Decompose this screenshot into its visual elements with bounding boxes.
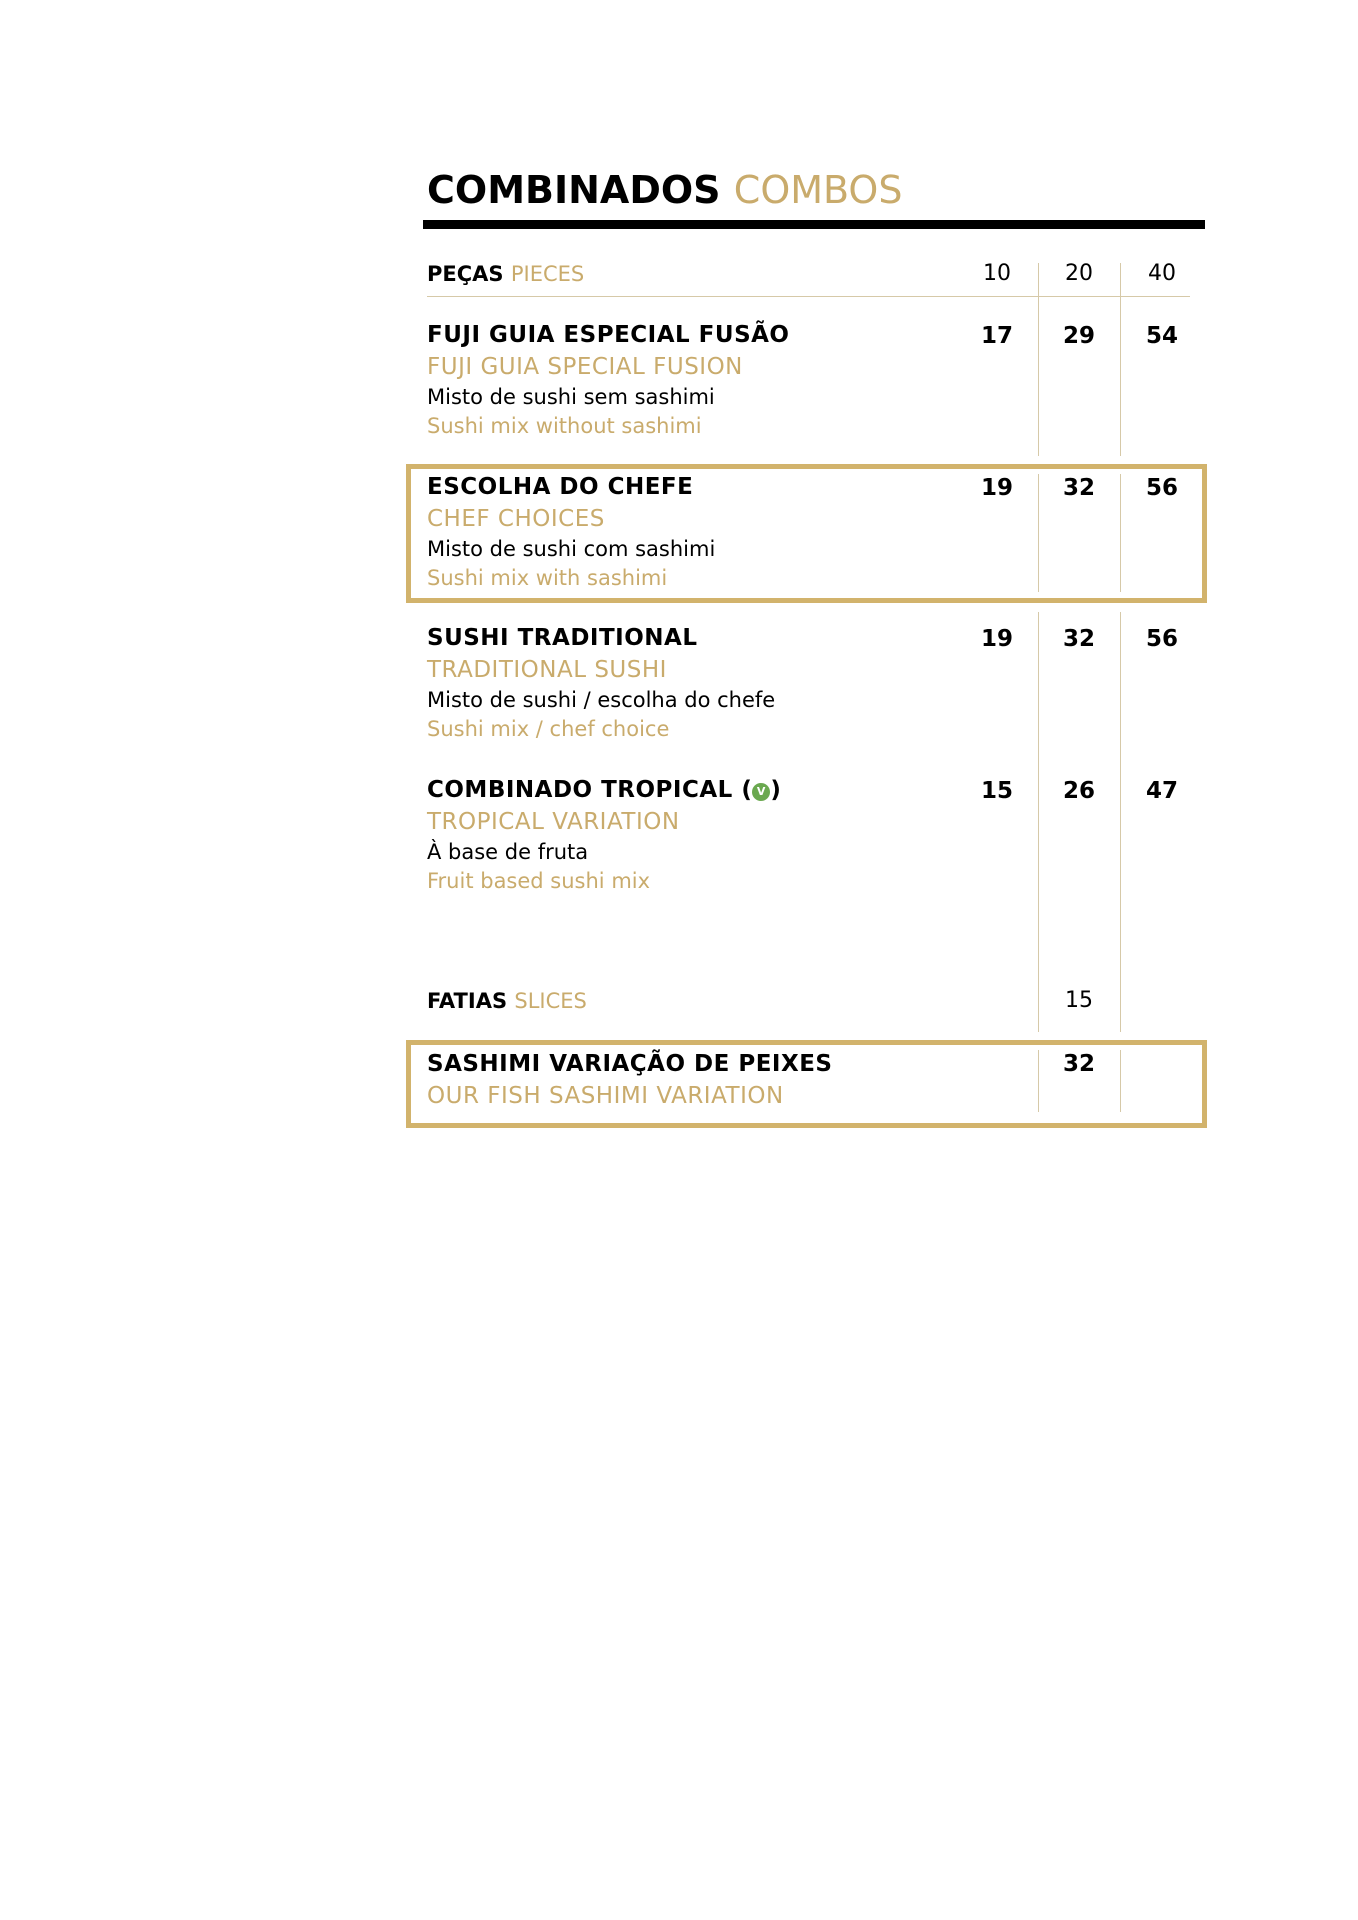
menu-item-sushi-traditional (427, 622, 775, 744)
price-20: 32 (1062, 626, 1095, 652)
slices-label-pt: FATIAS (427, 989, 508, 1013)
item-desc-en: Sushi mix without sashimi (427, 414, 702, 438)
item-desc-pt: À base de fruta (427, 840, 589, 864)
item-name-pt-line (427, 774, 781, 806)
column-header-10: 10 (983, 261, 1011, 286)
item-name-pt: COMBINADO TROPICAL ( (427, 777, 753, 803)
price-40: 56 (1145, 475, 1178, 501)
title-rule (423, 220, 1205, 229)
item-name-pt: SASHIMI VARIAÇÃO DE PEIXES (427, 1051, 833, 1077)
column-divider-1 (1038, 612, 1039, 1032)
price-20: 32 (1062, 475, 1095, 501)
item-name-pt: ESCOLHA DO CHEFE (427, 474, 694, 500)
item-name-suffix: ) (770, 777, 782, 803)
item-desc-pt: Misto de sushi com sashimi (427, 537, 716, 561)
column-divider-2 (1120, 612, 1121, 1032)
price-10: 19 (980, 475, 1013, 501)
price-10: 17 (980, 323, 1013, 349)
price-40: 54 (1145, 323, 1178, 349)
price-40: 47 (1145, 778, 1178, 804)
column-divider-2 (1120, 263, 1121, 456)
price-15: 32 (1062, 1051, 1095, 1077)
page-title (427, 165, 902, 215)
item-desc-pt: Misto de sushi / escolha do chefe (427, 688, 776, 712)
price-20: 26 (1062, 778, 1095, 804)
menu-item-combinado-tropical (427, 774, 781, 896)
title-en: COMBOS (733, 168, 903, 212)
item-name-en: OUR FISH SASHIMI VARIATION (427, 1083, 784, 1109)
column-header-40: 40 (1148, 261, 1176, 286)
menu-item-chef-choice (427, 471, 715, 593)
item-name-en: TRADITIONAL SUSHI (427, 657, 667, 683)
item-desc-en: Sushi mix with sashimi (427, 566, 668, 590)
pieces-label-en: PIECES (510, 262, 585, 286)
pieces-section-label (427, 259, 584, 289)
item-desc-pt: Misto de sushi sem sashimi (427, 385, 715, 409)
price-20: 29 (1062, 323, 1095, 349)
title-pt: COMBINADOS (427, 168, 721, 212)
price-10: 15 (980, 778, 1013, 804)
vegetarian-icon: V (752, 783, 770, 801)
item-desc-en: Fruit based sushi mix (427, 869, 651, 893)
item-desc-en: Sushi mix / chef choice (427, 717, 670, 741)
item-name-en: FUJI GUIA SPECIAL FUSION (427, 354, 743, 380)
menu-item-sashimi (427, 1048, 832, 1112)
slices-section-label (427, 986, 587, 1016)
item-name-en: TROPICAL VARIATION (427, 809, 680, 835)
menu-item-fuji-guia (427, 319, 789, 441)
column-header-20: 20 (1065, 261, 1093, 286)
column-divider-1 (1038, 263, 1039, 456)
slices-label-en: SLICES (514, 989, 587, 1013)
price-10: 19 (980, 626, 1013, 652)
header-rule (427, 296, 1190, 297)
price-40: 56 (1145, 626, 1178, 652)
item-name-pt: FUJI GUIA ESPECIAL FUSÃO (427, 322, 790, 348)
item-name-pt: SUSHI TRADITIONAL (427, 625, 698, 651)
pieces-label-pt: PEÇAS (427, 262, 504, 286)
item-name-en: CHEF CHOICES (427, 506, 605, 532)
column-header-15: 15 (1065, 988, 1093, 1013)
